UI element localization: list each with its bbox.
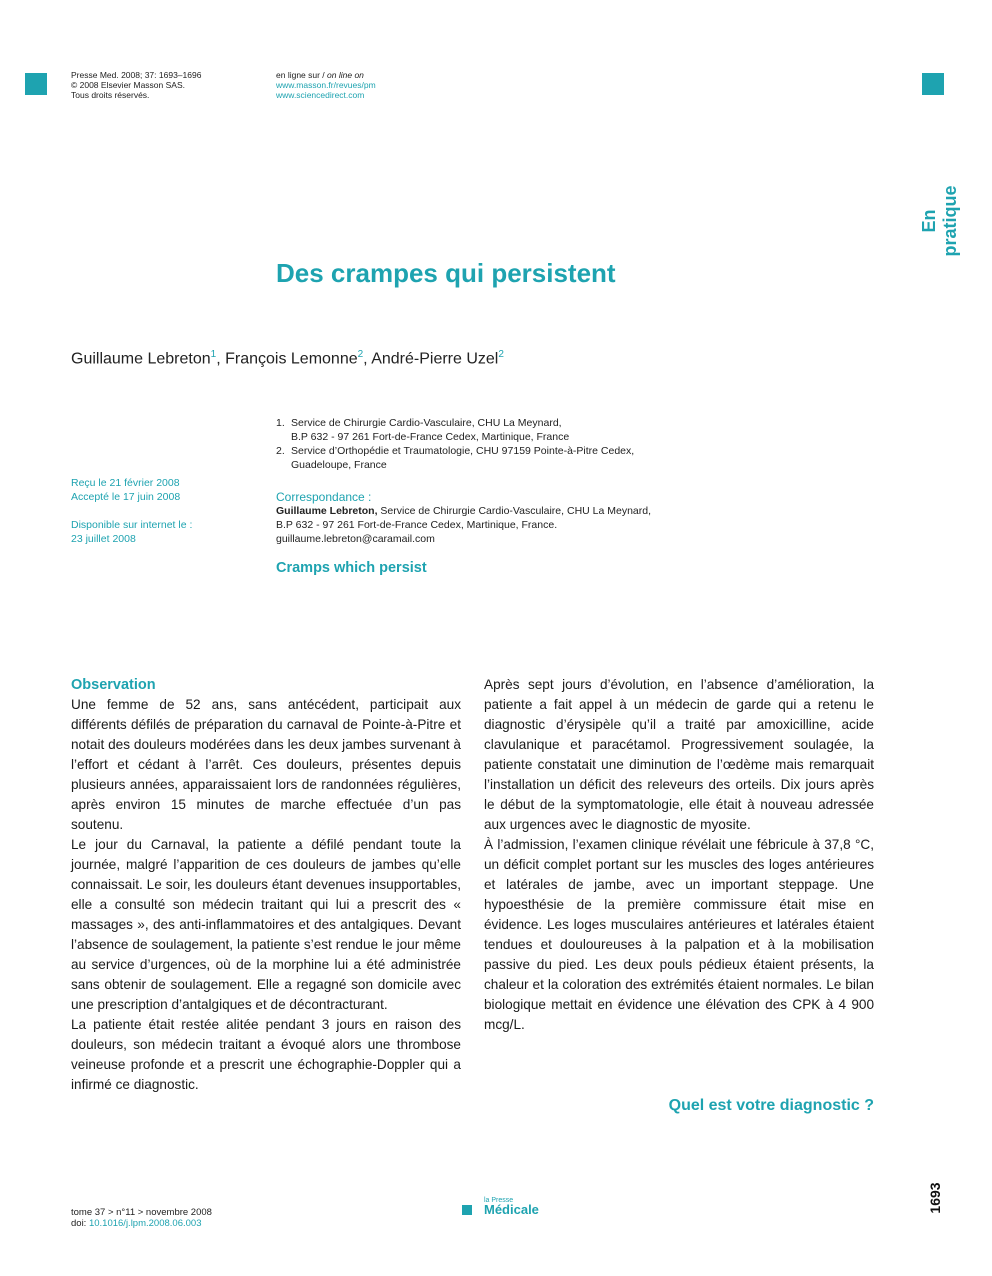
authors <box>71 349 504 368</box>
paragraph: Le jour du Carnaval, la patiente a défilé pendant toute la journée, malgré l’apparition de ces douleurs de jambes qu’elle connaissait. Le soir, les douleurs étant devenues insupportables, elle a consulté son médecin traitant qui lui a prescrit des « massages », des anti-inflammatoires et des antalgiques. Devant l’absence de soulagement, la patiente s’est rendue le jour même au service d’urgences, où de la morphine lui a été administrée sans obtenir de soulagement. Elle a regagné son domicile avec une prescription d’antalgiques et de décontracturant. <box>71 837 461 1012</box>
online-label: en ligne sur / <box>276 70 328 80</box>
issue-info: tome 37 > n°11 > novembre 2008 <box>71 1207 212 1218</box>
article-title: Des crampes qui persistent <box>276 258 616 288</box>
author-sep: , <box>216 350 226 368</box>
online-available-label: Disponible sur internet le : <box>71 519 193 531</box>
section-heading: Observation <box>71 677 156 693</box>
received-date: Reçu le 21 février 2008 <box>71 477 180 489</box>
diagnosis-question: Quel est votre diagnostic ? <box>668 1097 874 1114</box>
journal-citation: Presse Med. 2008; 37: 1693–1696 <box>71 70 202 80</box>
correspondence-name: Guillaume Lebreton, <box>276 505 378 517</box>
author-sep: , <box>363 350 372 368</box>
author-name: François Lemonne <box>225 350 358 368</box>
online-available-date: 23 juillet 2008 <box>71 533 136 545</box>
author-affil-ref: 2 <box>498 349 504 360</box>
masson-link[interactable]: www.masson.fr/revues/pm <box>276 80 376 90</box>
journal-info <box>71 70 201 100</box>
left-column <box>71 675 461 1095</box>
english-title: Cramps which persist <box>276 560 427 576</box>
sciencedirect-link[interactable]: www.sciencedirect.com <box>276 90 365 100</box>
affiliation-line: Service d’Orthopédie et Traumatologie, CHU 97159 Pointe-à-Pitre Cedex, <box>291 445 635 457</box>
copyright: © 2008 Elsevier Masson SAS. <box>71 80 185 90</box>
received-accepted <box>71 476 180 504</box>
online-info <box>276 70 376 100</box>
paragraph: Après sept jours d’évolution, en l’absence d’amélioration, la patiente a fait appel à un médecin de garde qui a retenu le diagnostic d’érysipèle qu’il a traité par amoxicilline, acide clavulanique et paracétamol. Progressivement soulagée, la patiente constatait une diminution de l’œdème mais remarquait l’installation un déficit des releveurs des orteils. Dix jours après le début de la symptomatologie, elle était à nouveau adressée aux urgences avec le diagnostic de myosite. <box>484 677 874 832</box>
online-availability <box>71 518 192 546</box>
page-number: 1693 <box>927 1182 943 1214</box>
affiliation-line: Service de Chirurgie Cardio-Vasculaire, CHU La Meynard, <box>291 417 562 429</box>
logo-small-text: la Presse <box>484 1197 514 1204</box>
section-label: En pratique <box>919 185 960 257</box>
logo-square <box>462 1205 472 1215</box>
paragraph: Une femme de 52 ans, sans antécédent, participait aux différents défilés de préparation du carnaval de Pointe-à-Pitre et notait des douleurs modérées dans les deux jambes survenant à l’effort et cédant à l’arrêt. Ces douleurs, présentes depuis plusieurs années, apparaissaient lors de randonnées régulières, après environ 15 minutes de marche effectuée d’un pas soutenu. <box>71 697 461 832</box>
author-affil-ref: 2 <box>357 349 364 360</box>
logo-big-text: Médicale <box>484 1202 539 1217</box>
rights: Tous droits réservés. <box>71 90 150 100</box>
affiliation-line: Guadeloupe, France <box>291 459 387 471</box>
online-label-en: on line on <box>327 70 364 80</box>
affiliation-number: 2. <box>276 445 285 457</box>
corner-square-right <box>922 73 944 95</box>
correspondence-address: B.P 632 - 97 261 Fort-de-France Cedex, Martinique, France. <box>276 519 558 531</box>
corner-square-left <box>25 73 47 95</box>
doi-label: doi: <box>71 1218 89 1229</box>
affiliation-item <box>276 416 696 444</box>
correspondence-email[interactable]: guillaume.lebreton@caramail.com <box>276 533 435 545</box>
paragraph: La patiente était restée alitée pendant 3 jours en raison des douleurs, son médecin traitant a évoqué alors une thrombose veineuse profonde et a prescrit une échographie-Doppler qui a infirmé ce diagnostic. <box>71 1017 461 1092</box>
right-column <box>484 675 874 1035</box>
accepted-date: Accepté le 17 juin 2008 <box>71 491 181 503</box>
affiliation-item <box>276 444 696 472</box>
affiliation-line: B.P 632 - 97 261 Fort-de-France Cedex, Martinique, France <box>291 431 570 443</box>
author-name: Guillaume Lebreton <box>71 350 211 368</box>
paragraph: À l’admission, l’examen clinique révélait une fébricule à 37,8 °C, un déficit complet portant sur les muscles des loges antérieures et latérales de jambe, avec un important steppage. Une hypoesthésie de la première commissure était mise en évidence. Les loges musculaires antérieures et latérales étaient tendues et douloureuses à la palpation et à la mobilisation passive du pied. Les deux pouls pédieux étaient présents, la chaleur et la coloration des extrémités étaient normales. Le bilan biologique mettait en évidence une élévation des CPK à 4 900 mcg/L. <box>484 837 874 1032</box>
affiliation-number: 1. <box>276 417 285 429</box>
doi-link[interactable]: 10.1016/j.lpm.2008.06.003 <box>88 1218 202 1229</box>
author-name: André-Pierre Uzel <box>371 350 499 368</box>
correspondence-label: Correspondance : <box>276 490 372 504</box>
correspondence-address: Service de Chirurgie Cardio-Vasculaire, CHU La Meynard, <box>377 505 652 517</box>
affiliations <box>276 416 696 472</box>
author-affil-ref: 1 <box>210 349 217 360</box>
footer-issue <box>71 1207 212 1229</box>
correspondence <box>276 490 696 546</box>
